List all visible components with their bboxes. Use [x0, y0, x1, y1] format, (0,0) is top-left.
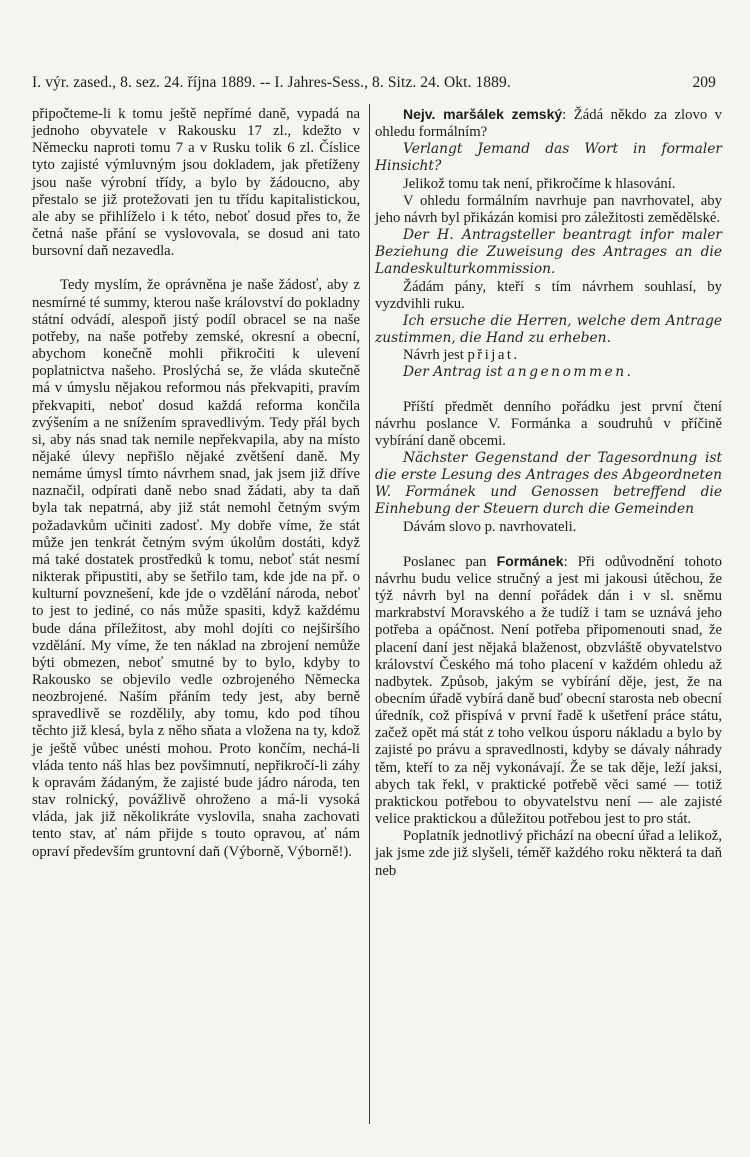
paragraph: připočteme-li k tomu ještě nepřímé daně, vypadá na jednoho obyvatele v Rakousku 17 zl., kdežto v Německu naproti tomu 7 a v Rusku tolik 6 zl. Číslice tyto zajisté výmluvným jsou dokladem, jak přetíženy jsou naše výrobní třídy, a bylo by žádoucno, aby přestalo se již protežovati jen tu třídu kapitalistickou, ale aby se přihlíželo i k této, neboť dosud přes to, že četná naše přání se vyslovovala, se dosud ani tato bursovní daň nezavedla.	[32, 106, 360, 260]
german-translation: Der H. Antragsteller beantragt infor maler Beziehung die Zuweisung des Antrages an die Landeskulturkommission.	[375, 227, 722, 278]
page-number: 209	[692, 74, 716, 91]
running-head: I. výr. zased., 8. sez. 24. října 1889. -- I. Jahres-Sess., 8. Sitz. 24. Okt. 1889.	[32, 74, 511, 91]
emphasis: angenommen.	[507, 364, 634, 381]
paragraph: Žádám pány, kteří s tím návrhem souhlasí, by vyzdvihli ruku.	[375, 278, 722, 312]
text: Poslanec pan	[403, 553, 497, 570]
paragraph: V ohledu formálním navrhuje pan navrhovatel, aby jeho návrh byl přikázán komisi pro záležitosti zemědělské.	[375, 192, 722, 226]
paragraph: Příští předmět denního pořádku jest první čtení návrhu poslance V. Formánka a soudruhů v příčině vybírání daně obcemi.	[375, 398, 722, 449]
text: Der Antrag ist	[403, 364, 508, 381]
page-header	[32, 74, 722, 96]
speaker-paragraph	[375, 106, 722, 141]
left-column	[32, 106, 360, 861]
german-translation: Verlangt Jemand das Wort in formaler Hinsicht?	[375, 141, 722, 175]
emphasis: přijat.	[467, 347, 520, 364]
german-translation: Ich ersuche die Herren, welche dem Antrage zustimmen, die Hand zu erheben.	[375, 312, 722, 347]
speech-text: : Při odůvodnění tohoto návrhu budu velice stručný a jest mi jakousi útěchou, že týž návrh byl na denní pořádek dán i v sl. sněmu markrabství Moravského a že tudíž i tam se uznává jeho potřeba a opáčnost. Není potřeba připomenouti snad, že placení daní jest nějaká blaženost, obzvláště obyvatelstvo království Českého má toho placení v každém ohledu až nadbytek. Způsob, jakým se vybírání děje, jest, že na obecním úřadě vybírá daně buď obecní starosta neb obecní úředník, což přispívá v první řadě k ušetření práce státu, začež opět má stát z toho velkou úsporu nákladu a bylo by zajisté po právu a spravedlnosti, kdyby se dávaly náhrady těm, kteří to za něj vykonávají. Že se tak děje, leží jaksi, abych tak řekl, v praktické potřebě věci samé — totiž praktickou potřebou to obyvatelstvu není — ale zajisté velice praktickou a důležitou potřebou jest to pro stát.	[375, 553, 722, 828]
paragraph	[375, 347, 722, 364]
paragraph: Jelikož tomu tak není, přikročíme k hlasování.	[403, 175, 676, 192]
german-translation: Nächster Gegenstand der Tagesordnung ist die erste Lesung des Antrages des Abgeordneten W. Formánek und Genossen betreffend die Einhebung der Steuern durch die Gemeinden	[375, 449, 722, 518]
german-translation	[375, 364, 722, 381]
speech-text: : Žádá někdo za zlovo v ohledu formálním?	[375, 107, 723, 141]
speaker-paragraph	[375, 553, 722, 829]
paragraph: Dávám slovo p. navrhovateli.	[403, 518, 577, 535]
paragraph: Tedy myslím, že oprávněna je naše žádosť, aby z nesmírné té summy, kterou naše království do pokladny státní odvádí, alespoň jistý podíl obracel se na naše potřeby, na naše potřeby zemské, okresní a obecní, abychom konečně mohli přikročiti k ulevení poplatnictva našeho. Proslýchá se, že vláda skutečně má v úmyslu nějakou reformou nás překvapiti, pravím překvapiti, neboť dosud každá reforma končila zvýšením a ne snížením spravedlivým. Tedy přál bych si, aby nás snad tak nemile nepřekvapila, aby na místo nějaké úlevy nepřišlo nějaké zvětšení daně. My nemáme úmysl tímto návrhem snad, jak jsem již dříve naznačil, odpírati daně nebo snad žádati, aby ta daň byla tak nepatrná, aby již stát nemohl četným svým požadavkům učiniti zadosť. My dobře víme, že stát může jen tenkrát četným svým úkolům dostáti, když má také dostatek prostředků k tomu, neboť stát nesmí nikterak připustiti, aby se šetřilo tam, kde jde na př. o kulturní povznešení, kde jde o vzdělání národa, neboť to jest to jediné, co nás může spasiti, když každému bude dána příležitost, aby mohl dojíti co nejširšího vzdělání. My víme, že ten náklad na zbrojení nemůže býti obmezen, neboť smutné by to bylo, kdyby to Rakousko se objevilo vedle ozbrojeného Německa neozbrojené. Naším přáním tedy jest, aby berně spravedlivě se rozdělily, aby tomu, kdo pod tíhou těchto již klesá, byla z něho sňata a vložena na ty, kdož je ještě vůbec unésti mohou. Proto končím, nechá-li vláda tento náš hlas bez povšimnutí, nepřikročí-li záhy k opravám žádaným, že zajisté bude jádro národa, ten stav rolnický, povážlivě ohroženo a má-li vysoká vláda, jak již několikráte vyslovila, snaha zachovati tento stav, ať nám přijde s touto opravou, ať nám opraví především gruntovní daň (Výborně, Výborně!).	[32, 277, 360, 860]
right-column	[375, 106, 722, 880]
speaker-name: Nejv. maršálek zemský	[403, 106, 563, 122]
text: Návrh jest	[403, 347, 468, 364]
paragraph: Poplatník jednotlivý přichází na obecní úřad a lelikož, jak jsme zde již slyšeli, téměř každého roku některá ta daň neb	[375, 828, 722, 879]
speaker-name: Formánek	[496, 552, 564, 569]
column-divider	[369, 104, 370, 1124]
